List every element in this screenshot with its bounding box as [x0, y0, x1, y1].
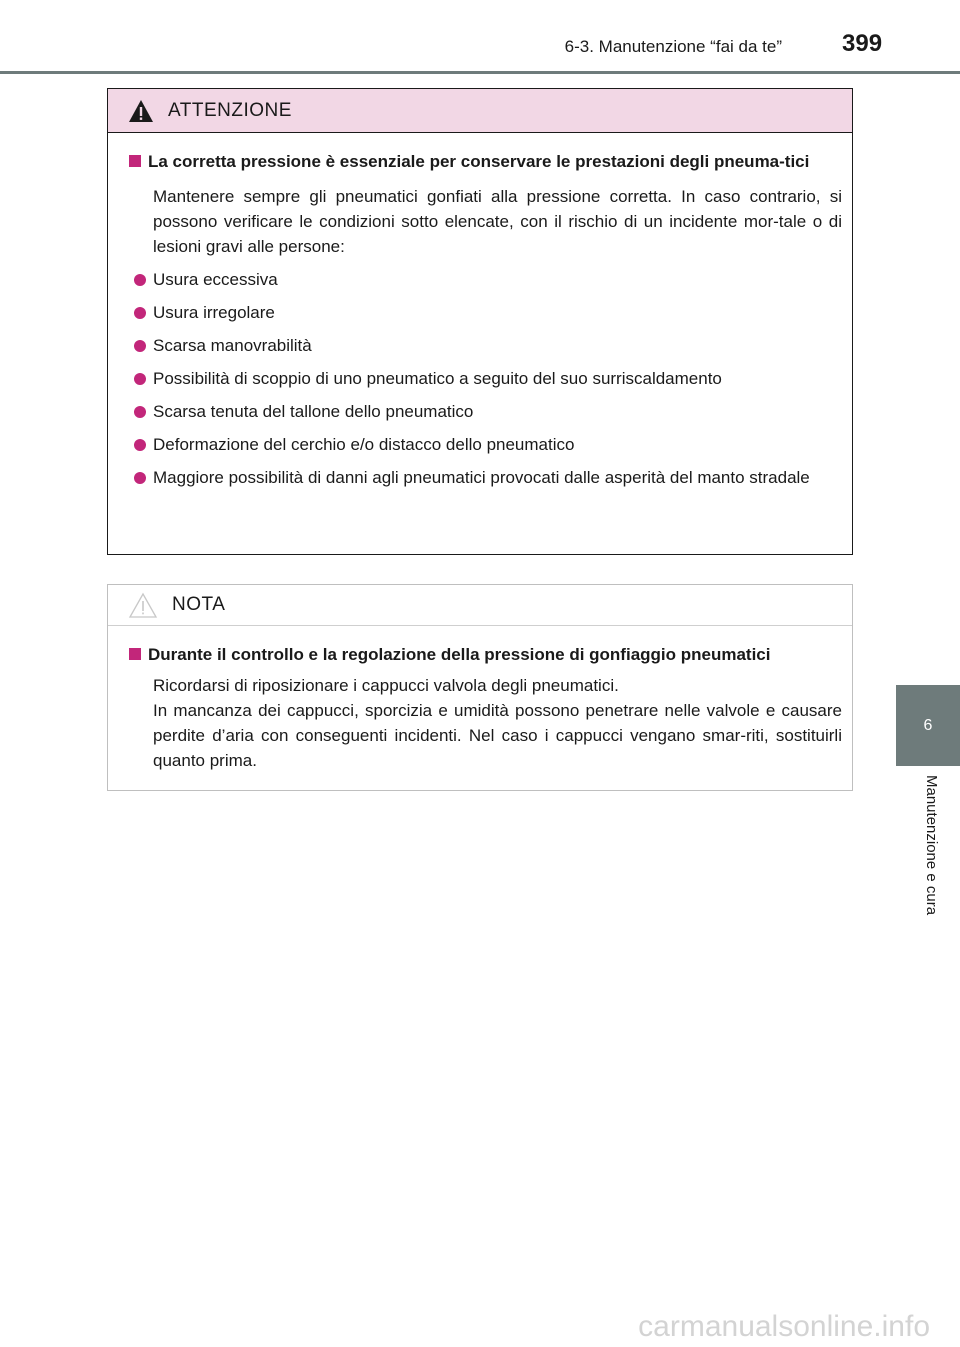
dot-bullet-icon [134, 472, 146, 484]
caution-triangle-outline-icon [128, 592, 158, 619]
chapter-number: 6 [923, 716, 933, 734]
chapter-label: Manutenzione e cura [923, 775, 940, 916]
dot-bullet-icon [134, 373, 146, 385]
warning-bullet [134, 333, 842, 358]
warning-bullet [134, 399, 842, 424]
warning-bullet-text: Scarsa manovrabilità [153, 336, 312, 355]
warning-box [107, 88, 853, 555]
warning-bullet [134, 267, 842, 292]
header-rule [0, 71, 960, 74]
dot-bullet-icon [134, 307, 146, 319]
note-topic-text: Durante il controllo e la regolazione della pressione di gonfiaggio pneumatici [148, 645, 771, 664]
warning-topic [129, 149, 842, 174]
header-section-title: 6-3. Manutenzione “fai da te” [564, 37, 782, 56]
chapter-tab [896, 685, 960, 766]
warning-box-header [108, 89, 852, 133]
warning-paragraph: Mantenere sempre gli pneumatici gonfiati alla pressione corretta. In caso contrario, si possono verificare le condizioni sotto elencate, con il rischio di un incidente mor-tale o di lesioni gravi alle persone: [153, 187, 842, 256]
note-line-1: Ricordarsi di riposizionare i cappucci valvola degli pneumatici. [153, 676, 619, 695]
note-topic [129, 642, 842, 667]
dot-bullet-icon [134, 340, 146, 352]
warning-topic-text: La corretta pressione è essenziale per conservare le prestazioni degli pneuma-tici [148, 152, 810, 171]
warning-bullet [134, 366, 842, 391]
warning-bullet-text: Usura eccessiva [153, 270, 278, 289]
square-bullet-icon [129, 155, 141, 167]
square-bullet-icon [129, 648, 141, 660]
page-number: 399 [842, 30, 883, 57]
warning-triangle-icon [128, 99, 154, 123]
warning-bullet [134, 432, 842, 457]
warning-box-title: ATTENZIONE [168, 99, 292, 121]
warning-bullet-text: Possibilità di scoppio di uno pneumatico a seguito del suo surriscaldamento [153, 369, 722, 388]
watermark: carmanualsonline.info [638, 1310, 930, 1343]
dot-bullet-icon [134, 439, 146, 451]
note-box-header [108, 585, 852, 626]
warning-bullet-text: Usura irregolare [153, 303, 275, 322]
warning-box-body [108, 133, 852, 490]
note-box-body [108, 626, 852, 773]
warning-bullet-text: Deformazione del cerchio e/o distacco dello pneumatico [153, 435, 575, 454]
dot-bullet-icon [134, 406, 146, 418]
warning-bullet-text: Scarsa tenuta del tallone dello pneumatico [153, 402, 474, 421]
warning-bullet [134, 465, 842, 490]
note-box-title: NOTA [172, 594, 226, 615]
warning-bullet [134, 300, 842, 325]
warning-bullet-text: Maggiore possibilità di danni agli pneumatici provocati dalle asperità del manto stradale [153, 468, 810, 487]
dot-bullet-icon [134, 274, 146, 286]
note-line-2: In mancanza dei cappucci, sporcizia e umidità possono penetrare nelle valvole e causare perdite d’aria con conseguenti incidenti. Nel caso i cappucci vengano smar-riti, sostituirli quanto prima. [153, 701, 842, 770]
note-box [107, 584, 853, 791]
